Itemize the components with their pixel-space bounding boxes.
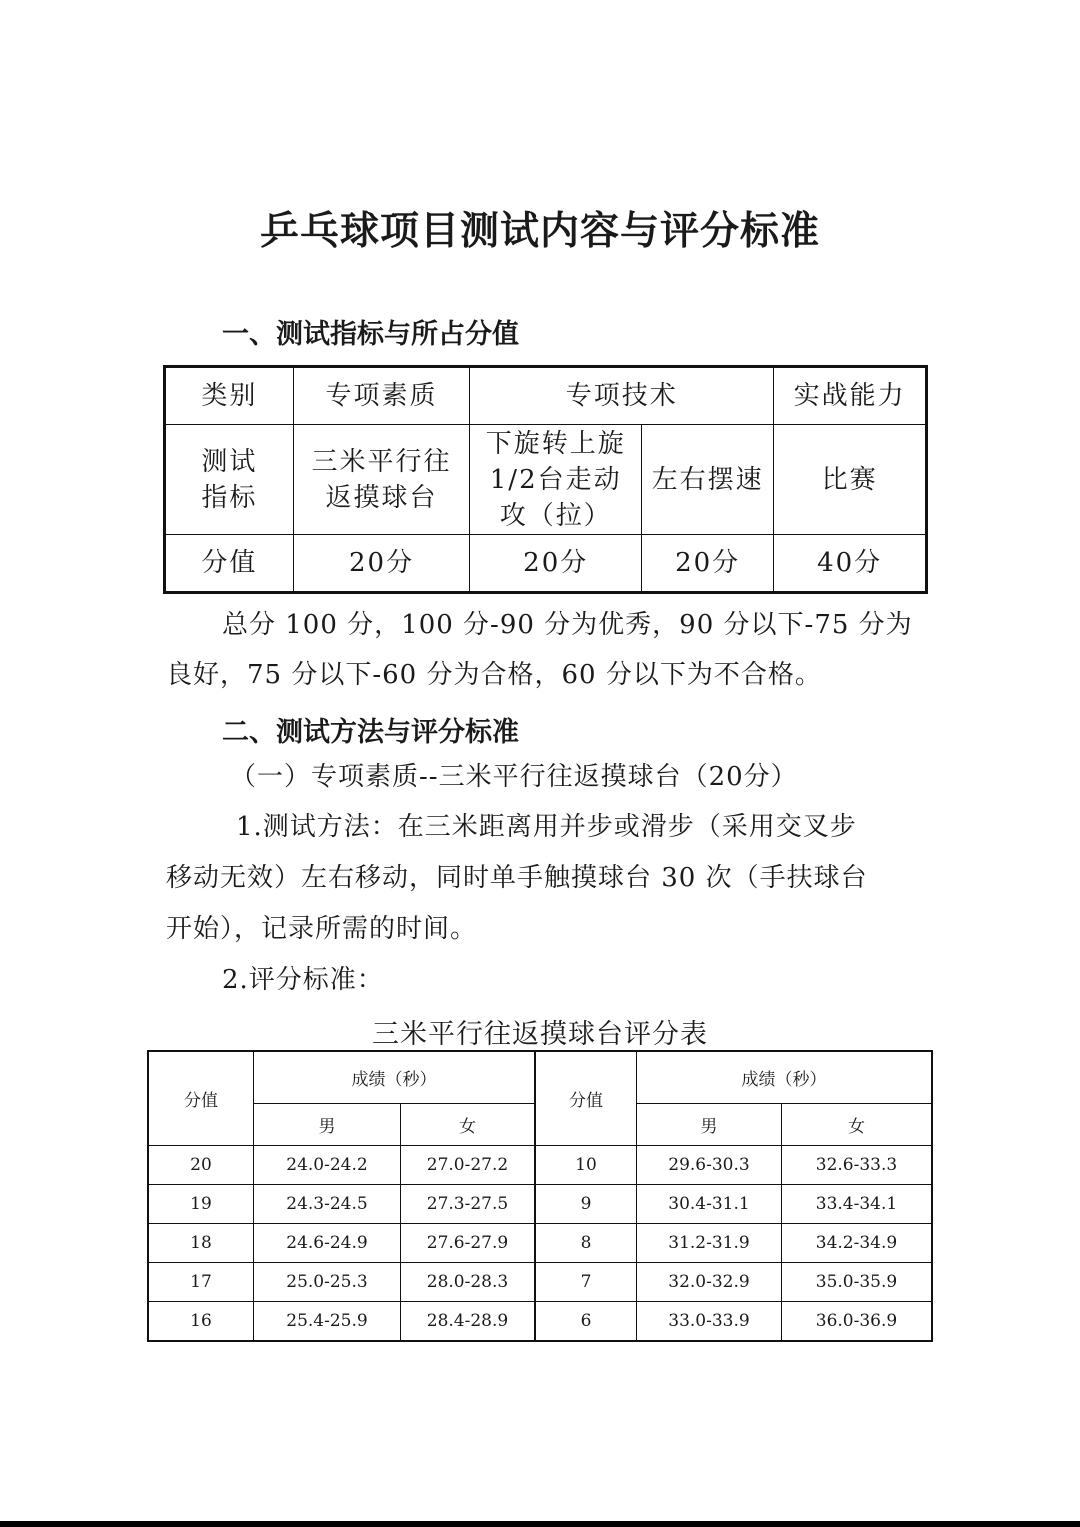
male-time-cell: 30.4-31.1 — [637, 1184, 782, 1223]
test-item-shuttle — [293, 425, 470, 535]
score-cell: 17 — [148, 1262, 254, 1301]
score-table-caption: 三米平行往返摸球台评分表 — [372, 1019, 708, 1050]
criteria-label: 2.评分标准： — [222, 965, 384, 995]
score-cell: 9 — [535, 1184, 637, 1223]
score-cell: 19 — [148, 1184, 254, 1223]
male-time-cell: 24.0-24.2 — [254, 1145, 401, 1184]
page-title: 乒乓球项目测试内容与评分标准 — [259, 209, 820, 254]
method-line-1: 1.测试方法：在三米距离用并步或滑步（采用交叉步 — [236, 812, 857, 842]
score-backspin: 20分 — [470, 535, 642, 593]
bottom-edge-bar — [0, 1521, 1080, 1527]
score-cell: 6 — [535, 1301, 637, 1341]
method-line-2: 移动无效）左右移动，同时单手触摸球台 30 次（手扶球台 — [166, 863, 868, 893]
header-technique: 专项技术 — [470, 367, 774, 425]
female-time-cell: 28.0-28.3 — [401, 1262, 536, 1301]
test-item-swing: 左右摆速 — [642, 425, 774, 535]
table-row — [148, 1262, 932, 1301]
male-time-cell: 24.3-24.5 — [254, 1184, 401, 1223]
female-time-cell: 34.2-34.9 — [782, 1223, 933, 1262]
score-table — [147, 1050, 933, 1342]
score-swing: 20分 — [642, 535, 774, 593]
table-row — [148, 1145, 932, 1184]
score-cell: 20 — [148, 1145, 254, 1184]
table-header-row — [165, 367, 927, 425]
score-cell: 16 — [148, 1301, 254, 1341]
table-row — [148, 1301, 932, 1341]
section2-heading: 二、测试方法与评分标准 — [222, 717, 519, 748]
table-row-test-items — [165, 425, 927, 535]
summary-line-2: 良好，75 分以下-60 分为合格，60 分以下为不合格。 — [166, 660, 822, 690]
score-cell: 8 — [535, 1223, 637, 1262]
table-row — [148, 1184, 932, 1223]
header-category: 类别 — [165, 367, 294, 425]
col-score-left: 分值 — [148, 1051, 254, 1145]
test-item-backspin-text: 下旋转上旋1/2台走动攻（拉） — [485, 428, 626, 531]
table-row — [148, 1223, 932, 1262]
row-label-test — [165, 425, 294, 535]
col-score-right: 分值 — [535, 1051, 637, 1145]
female-time-cell: 32.6-33.3 — [782, 1145, 933, 1184]
score-cell: 7 — [535, 1262, 637, 1301]
col-male-left: 男 — [254, 1103, 401, 1145]
subsection-heading: （一）专项素质--三米平行往返摸球台（20分） — [230, 762, 798, 792]
male-time-cell: 24.6-24.9 — [254, 1223, 401, 1262]
female-time-cell: 36.0-36.9 — [782, 1301, 933, 1341]
male-time-cell: 25.0-25.3 — [254, 1262, 401, 1301]
female-time-cell: 33.4-34.1 — [782, 1184, 933, 1223]
row-label-score: 分值 — [165, 535, 294, 593]
table-row-scores — [165, 535, 927, 593]
male-time-cell: 25.4-25.9 — [254, 1301, 401, 1341]
male-time-cell: 32.0-32.9 — [637, 1262, 782, 1301]
header-combat: 实战能力 — [774, 367, 927, 425]
header-physical: 专项素质 — [293, 367, 470, 425]
female-time-cell: 27.0-27.2 — [401, 1145, 536, 1184]
test-item-shuttle-text: 三米平行往返摸球台 — [311, 446, 452, 513]
female-time-cell: 28.4-28.9 — [401, 1301, 536, 1341]
male-time-cell: 29.6-30.3 — [637, 1145, 782, 1184]
col-male-right: 男 — [637, 1103, 782, 1145]
score-physical: 20分 — [293, 535, 470, 593]
test-item-backspin — [470, 425, 642, 535]
col-female-right: 女 — [782, 1103, 933, 1145]
score-cell: 10 — [535, 1145, 637, 1184]
section1-heading: 一、测试指标与所占分值 — [222, 319, 519, 350]
method-line-3: 开始），记录所需的时间。 — [166, 914, 478, 944]
test-indicator-table — [163, 365, 928, 594]
score-cell: 18 — [148, 1223, 254, 1262]
col-result-left: 成绩（秒） — [254, 1051, 536, 1103]
female-time-cell: 27.3-27.5 — [401, 1184, 536, 1223]
test-item-match: 比赛 — [774, 425, 927, 535]
col-female-left: 女 — [401, 1103, 536, 1145]
summary-line-1: 总分 100 分，100 分-90 分为优秀，90 分以下-75 分为 — [222, 610, 913, 640]
score-table-header-row-1 — [148, 1051, 932, 1103]
female-time-cell: 35.0-35.9 — [782, 1262, 933, 1301]
col-result-right: 成绩（秒） — [637, 1051, 933, 1103]
score-match: 40分 — [774, 535, 927, 593]
male-time-cell: 31.2-31.9 — [637, 1223, 782, 1262]
row-label-test-text: 测试指标 — [201, 446, 258, 513]
female-time-cell: 27.6-27.9 — [401, 1223, 536, 1262]
male-time-cell: 33.0-33.9 — [637, 1301, 782, 1341]
